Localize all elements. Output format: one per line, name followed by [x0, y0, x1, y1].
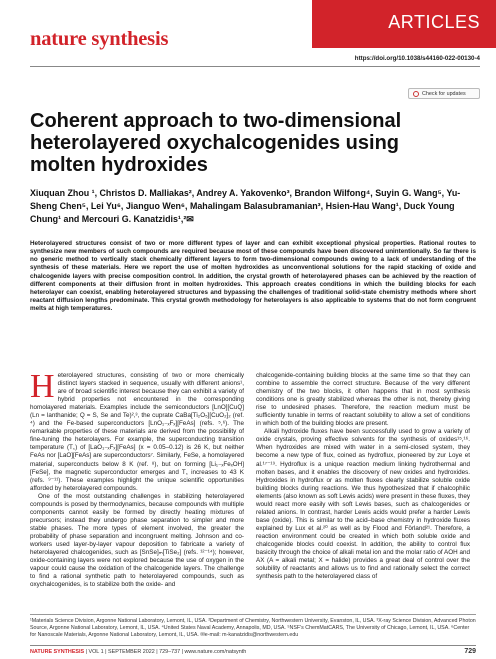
author-list: Xiuquan Zhou ¹, Christos D. Malliakas², Andrey A. Yakovenko³, Brandon Wilfong⁴, Suyin G. Wang⁵, Yu-Sheng Chen⁵, Lei Yu⁶, Jianguo Wen⁶, Mahalingam Balasubramanian³, Hsien-Hau Wang¹, Duck Young Chung¹ and Mercouri G. Kanatzidis¹,²✉ — [30, 188, 461, 224]
article-title: Coherent approach to two-dimensional heterolayered oxychalcogenides using molten hydroxides — [30, 110, 402, 176]
paragraph-text: eterolayered structures, consisting of two or more chemically distinct layers stacked in sequence, usually with different anions¹, are of broad scientific interest because they can exhibit a variety of hybrid properties not encountered in the corresponding homolayered materials. Examples include the semiconductors [LnO][CuQ] (Ln = lanthanide; Q = S, Se and Te)²,³, the cuprate CaBa[Ti₂O₅][CuO₂]₂ (ref. ⁴) and the Fe-based superconductors [LnO₁₋ₓFₓ][FeAs] (refs. ⁵,⁶). The remarkable properties of these materials are derived from the possibility of fine-tuning the heterolayers. For example, the superconducting transition temperature (T꜀) of [LaO₁₋ₓFₓ][FeAs] (x = 0.05–0.12) is 26 K, but neither FeAs nor [LaO][FeAs] are superconductors⁷. Similarly, FeSe, a homolayered material, superconducts below 8 K (ref. ⁸), but on forming [Li₁₋ₓFeₓOH][FeSe], the magnetic superconductor emerges and T꜀ increases to 43 K (refs. ⁹⁻¹¹). These examples highlight the unique scientific opportunities afforded by heterolayered compounds. — [30, 372, 244, 492]
body-paragraph: chalcogenide-containing building blocks at the same time so that they can combine to assemble the correct structure. Because of the very different chemistry of the two blocks, it often happens that in most synthesis conditions one is greatly stabilized whereas the other is not, thereby giving rise to undesired phases. Therefore, the reaction medium must be sufficiently tunable in terms of reactant solubility to allow a set of conditions in which both of the building blocks are present. — [256, 372, 470, 428]
section-label: ARTICLES — [388, 12, 480, 32]
section-tab — [312, 0, 496, 48]
check-updates-icon — [413, 91, 419, 97]
page-footer — [30, 645, 476, 655]
header-divider — [30, 66, 480, 67]
page-number: 729 — [464, 648, 476, 655]
check-updates-button[interactable] — [408, 88, 480, 99]
body-paragraph: Alkali hydroxide fluxes have been successfully used to grow a variety of oxide crystals, proving effective solvents for the synthesis of oxides¹⁵,¹⁶. When hydroxides are mixed with water in a semi-closed system, they become a new type of flux, coined as hydroflux, pioneered by zur Loye et al.¹⁷⁻¹⁹. Hydroflux is a unique reaction medium linking hydrothermal and molten bases, and it enables the discovery of new oxides and hydroxides. Hydroxides in hydroflux or as molten fluxes clearly stabilize soluble oxide building blocks during reactions. We thus hypothesized that if chalcophilic elements (also known as soft Lewis acids) were present in these fluxes, they would react more easily with soft Lewis bases, such as chalcogenides or related anions. In contrast, harder Lewis acids would prefer a harder Lewis base (oxide). This is similar to the acid–base chemistry in hydroxide fluxes explained by Lux et al.²⁰ as well as by Flood and Förland²¹. Therefore, a reaction environment could be created in which both soluble oxide and chalcogenide blocks could coexist. In addition, the ability to control flux basicity through the choice of alkali metal ion and the molar ratio of AOH and AX (A = alkali metal; X = halide) provides a great deal of control over the solubility of reactants and allows us to find and rationally select the correct synthesis path to the heterolayered class of — [256, 428, 470, 581]
check-updates-label: Check for updates — [422, 90, 466, 97]
body-column-left — [30, 368, 244, 589]
drop-cap: H — [30, 368, 55, 405]
abstract: Heterolayered structures consist of two or more different types of layer and can exhibit exceptional physical properties. Rational routes to synthesize new members of such compounds are required because most of these compounds have been discovered unintentionally. So far there is no generic method to vertically stack chemically different layers to form two-dimensional compounds owing to a lack of understanding of the synthesis of these materials. Here we report the use of molten hydroxides as unconventional solutions for the rapid stacking of oxide and chalcogenide layers with precise composition control. In addition, the crystal growth of heterolayered phases can be achieved by the reaction of different components at their diffusion front in molten hydroxides. This approach creates conditions in which the building blocks for each heterolayer can coexist, enabling heterolayered structures and bypassing the challenges of traditional solid-state chemistry methods where short reactant diffusion lengths predominate. This crystal growth methodology for heterolayers is also applicable to systems that do not form congruent melts at high temperatures. — [30, 240, 476, 313]
body-column-right — [256, 372, 470, 581]
body-paragraph — [30, 368, 244, 493]
body-paragraph: One of the most outstanding challenges in stabilizing heterolayered compounds is posed by thermodynamics, because compounds with multiple components cannot easily be formed by directly heating mixtures of precursors; instead they undergo phase separation to simpler and more stable phases. The more types of element involved, the greater the probability of phase separation and incongruent melting. Johnson and co-workers used layer-by-layer vapour deposition to fabricate a variety of heterolayered chalcogenides, such as [SnSe]ₘ[TiSe₂] (refs. ¹²⁻¹⁴); however, oxide-containing layers were not explored because the use of oxygen in the vapour could cause the oxidation of the chalcogenide layers. The challenge to find a rational synthetic path to heterolayered compounds, such as oxychalcogenides, is to stabilize both the oxide- and — [30, 492, 244, 589]
journal-logo: nature synthesis — [30, 28, 169, 50]
affiliations-footnote: ¹Materials Science Division, Argonne National Laboratory, Lemont, IL, USA. ²Department of Chemistry, Northwestern University, Evanston, IL, USA. ³X-ray Science Division, Advanced Photon Source, Argonne National Laboratory, Lemont, IL, USA. ⁴United States Naval Academy, Annapolis, MD, USA. ⁵NSF's ChemMatCARS, The University of Chicago, Lemont, IL, USA. ⁶Center for Nanoscale Materials, Argonne National Laboratory, Lemont, IL, USA. ✉e-mail: m-kanatzidis@northwestern.edu — [30, 614, 476, 639]
doi-link[interactable]: https://doi.org/10.1038/s44160-022-00130-4 — [354, 55, 480, 62]
footer-journal: NATURE SYNTHESIS — [30, 649, 85, 655]
page-header — [0, 0, 496, 70]
footer-info: | VOL 1 | SEPTEMBER 2022 | 729–737 | www.nature.com/natsynth — [85, 649, 247, 655]
